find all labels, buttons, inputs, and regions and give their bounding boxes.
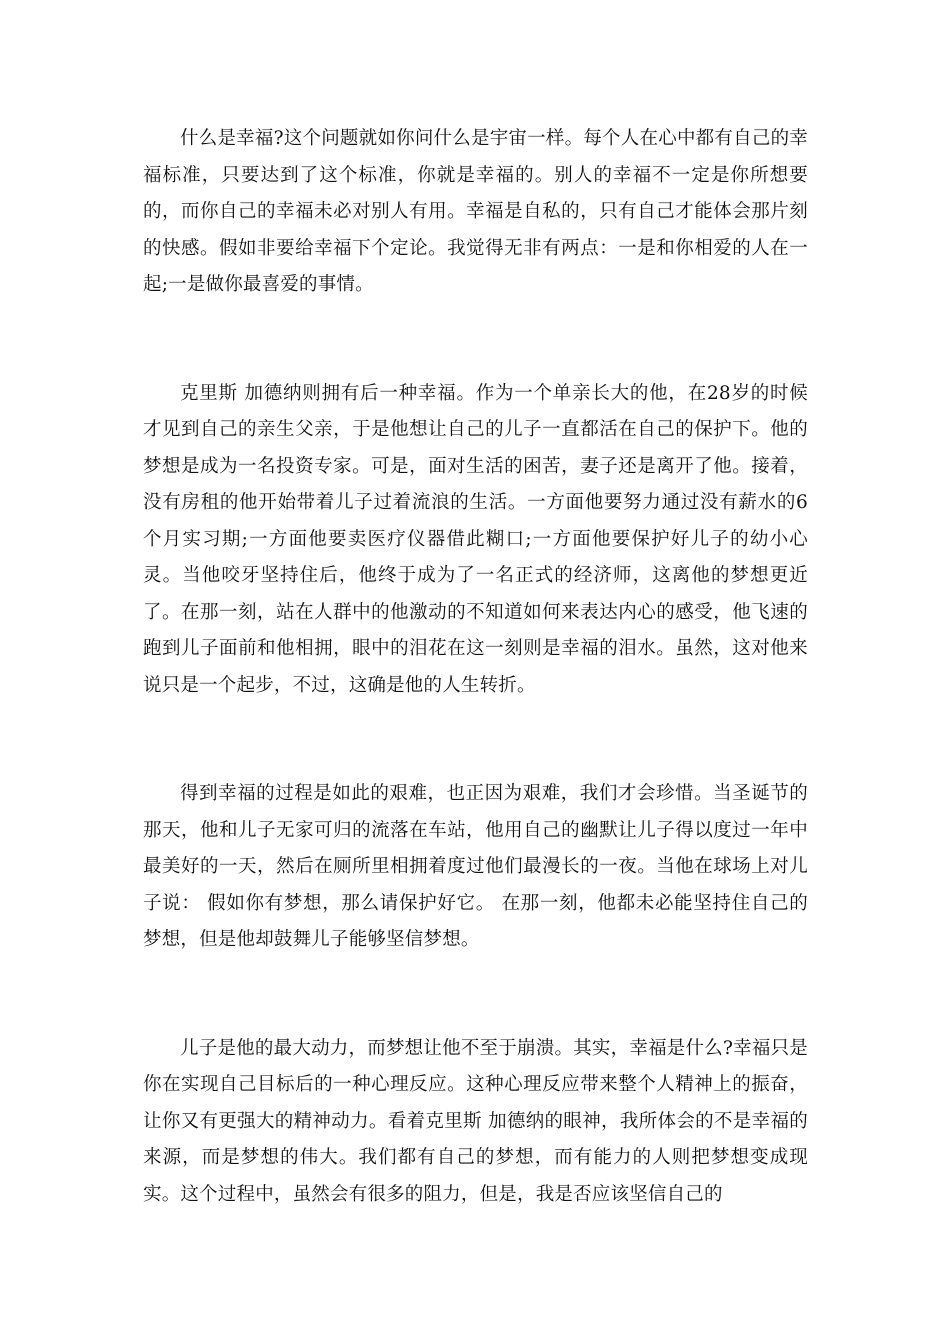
paragraph-chris-gardner-story: 克里斯 加德纳则拥有后一种幸福。作为一个单亲长大的他，在28岁的时候才见到自己的亲生父亲，于是他想让自己的儿子一直都活在自己的保护下。他的梦想是成为一名投资专家。可是，面对生活的困苦，妻子还是离开了他。接着，没有房租的他开始带着儿子过着流浪的生活。一方面他要努力通过没有薪水的6个月实习期;一方面他要卖医疗仪器借此糊口;一方面他要保护好儿子的幼小心灵。当他咬牙坚持住后，他终于成为了一名正式的经济师，这离他的梦想更近了。在那一刻，站在人群中的他激动的不知道如何来表达内心的感受，他飞速的跑到儿子面前和他相拥，眼中的泪花在这一刻则是幸福的泪水。虽然，这对他来说只是一个起步，不过，这确是他的人生转折。: [143, 382, 808, 696]
paragraph-definition-of-happiness: 什么是幸福?这个问题就如你问什么是宇宙一样。每个人在心中都有自己的幸福标准，只要达到了这个标准，你就是幸福的。别人的幸福不一定是你所想要的，而你自己的幸福未必对别人有用。幸福是自私的，只有自己才能体会那片刻的快感。假如非要给幸福下个定论。我觉得无非有两点：一是和你相爱的人在一起;一是做你最喜爱的事情。: [143, 128, 808, 295]
document-body: [143, 121, 808, 1213]
paragraph-son-and-dream: 儿子是他的最大动力，而梦想让他不至于崩溃。其实，幸福是什么?幸福只是你在实现自己目标后的一种心理反应。这种心理反应带来整个人精神上的振奋，让你又有更强大的精神动力。看着克里斯 加德纳的眼神，我所体会的不是幸福的来源，而是梦想的伟大。我们都有自己的梦想，而有能力的人则把梦想变成现实。这个过程中，虽然会有很多的阻力，但是，我是否应该坚信自己的: [143, 1037, 808, 1205]
paragraph-hard-won-happiness: 得到幸福的过程是如此的艰难，也正因为艰难，我们才会珍惜。当圣诞节的那天，他和儿子无家可归的流落在车站，他用自己的幽默让儿子得以度过一年中最美好的一天，然后在厕所里相拥着度过他们最漫长的一夜。当他在球场上对儿子说： 假如你有梦想，那么请保护好它。 在那一刻，他都未必能坚持住自己的梦想，但是他却鼓舞儿子能够坚信梦想。: [143, 783, 808, 950]
